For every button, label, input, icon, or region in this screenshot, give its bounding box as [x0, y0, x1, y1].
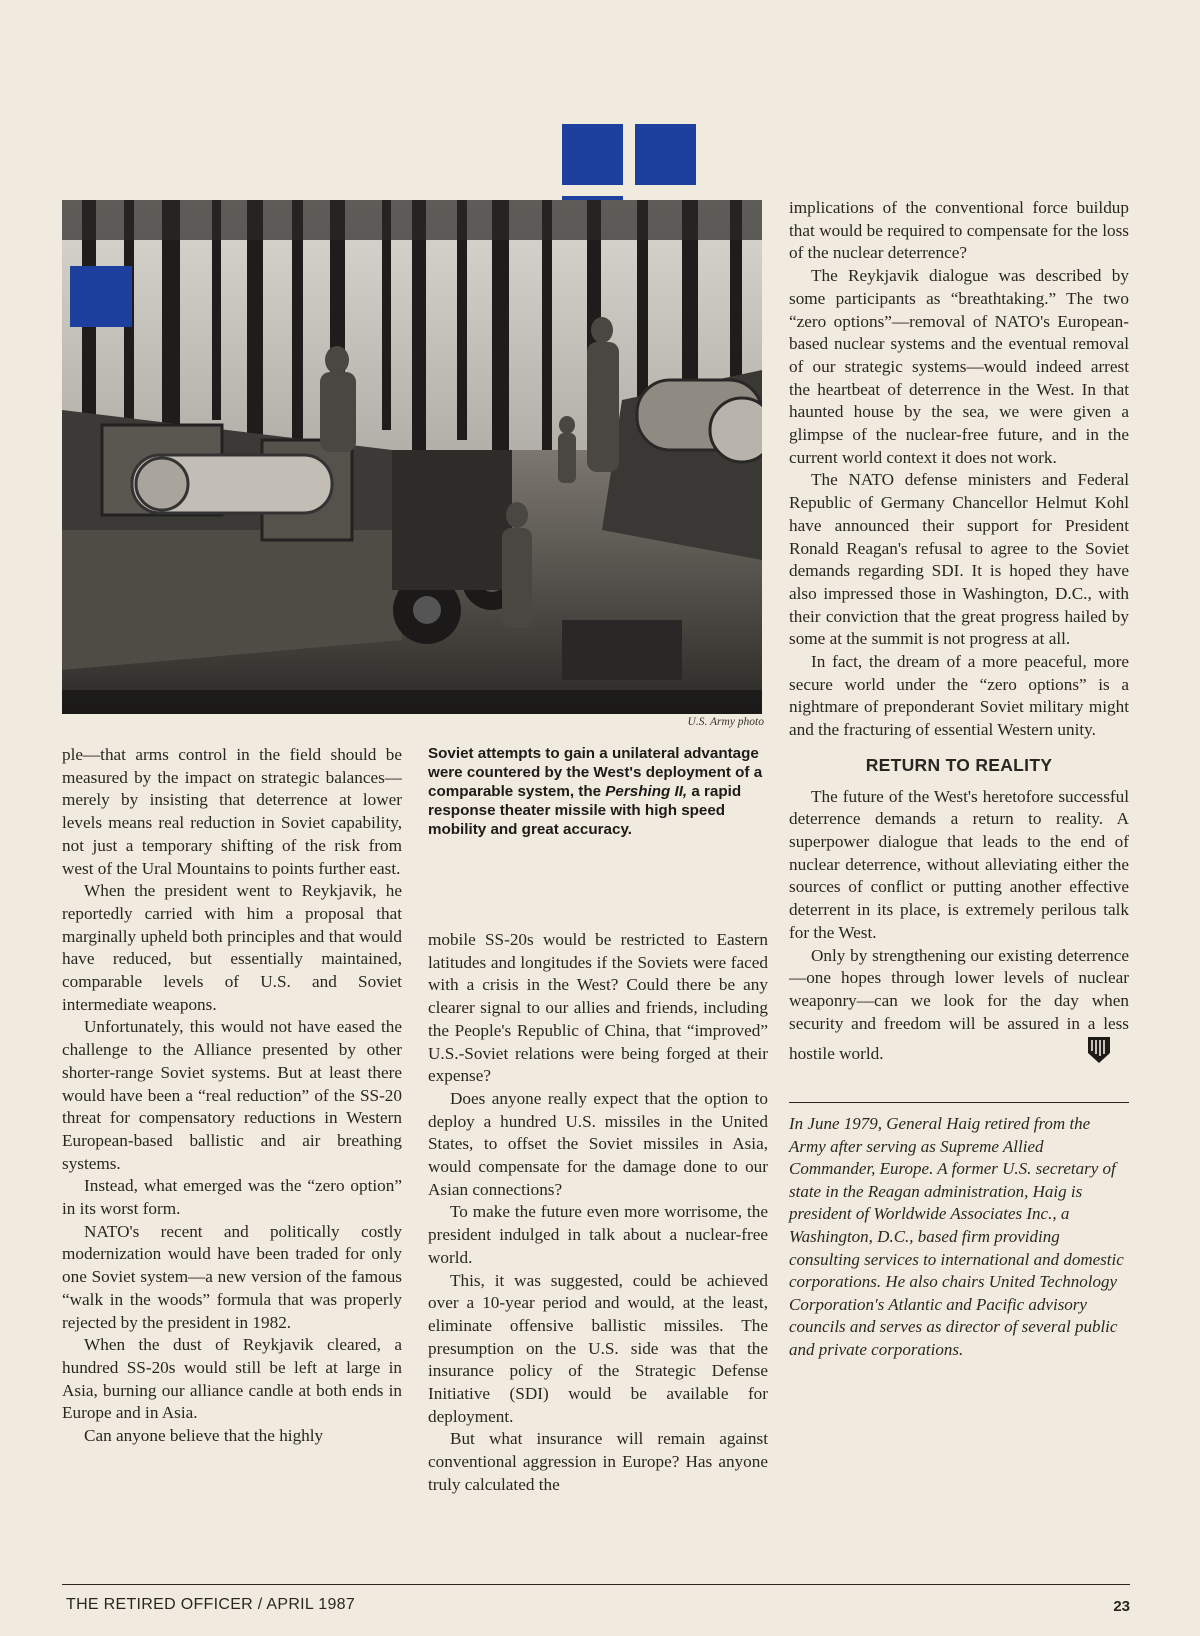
article-column-2: [428, 929, 768, 1497]
article-column-3: [789, 197, 1129, 1362]
paragraph: Does anyone really expect that the option to deploy a hundred U.S. missiles in the United States, to offset the Soviet missiles in Asia, would compensate for the damage done to our Asian connections?: [428, 1088, 768, 1199]
page-number: 23: [1113, 1598, 1130, 1615]
paragraph: Unfortunately, this would not have eased the challenge to the Alliance presented by other shorter-range Soviet systems. But at least there would have been a “real reduction” of the SS-20 threat for compensatory reductions in Western European-based ballistic and air breathing systems.: [62, 1017, 402, 1173]
paragraph: ple—that arms control in the field should be measured by the impact on strategic balances—merely by insisting that deterrence at lower levels means real reduction in Soviet capability, not just a temporary shifting of the risk from west of the Ural Mountains to points further east.: [62, 745, 402, 878]
accent-square-on-photo: [70, 266, 132, 327]
paragraph: Instead, what emerged was the “zero option” in its worst form.: [62, 1176, 402, 1219]
photo-credit: U.S. Army photo: [687, 716, 764, 728]
photo-caption: [428, 744, 768, 839]
paragraph-text: Only by strengthening our existing deterrence—one hopes through lower levels of nuclear weaponry—can we look for the day when security and freedom will be assured in a less hostile world.: [789, 945, 1129, 1064]
caption-text-2: a rapid response theater missile with high speed mobility and great accuracy.: [428, 783, 742, 838]
article-column-1: [62, 744, 402, 1448]
paragraph: But what insurance will remain against conventional aggression in Europe? Has anyone truly calculated the: [428, 1429, 768, 1494]
paragraph: This, it was suggested, could be achieved over a 10-year period and would, at the least, eliminate offensive ballistic missiles. The presumption on the U.S. side was that the insurance policy of the Strategic Defense Initiative (SDI) would be available for deployment.: [428, 1270, 768, 1426]
author-bio: In June 1979, General Haig retired from the Army after serving as Supreme Allied Commander, Europe. A former U.S. secretary of state in the Reagan administration, Haig is president of Worldwide Associates Inc., a Washington, D.C., based firm providing consulting services to international and domestic corporations. He also chairs United Technology Corporation's Atlantic and Pacific advisory councils and serves as director of several public and private corporations.: [789, 1114, 1124, 1359]
paragraph: implications of the conventional force buildup that would be required to compensate for the loss of the nuclear deterrence?: [789, 198, 1129, 263]
end-mark-icon: [1064, 1035, 1112, 1072]
forest-truck-scene: [62, 200, 762, 714]
paragraph: [789, 945, 1129, 1073]
bio-divider: [789, 1102, 1129, 1103]
accent-square-top-right: [635, 124, 696, 185]
paragraph: When the president went to Reykjavik, he reportedly carried with him a proposal that marginally upheld both principles and that would have reduced, but essentially maintained, comparable levels of U.S. and Soviet intermediate weapons.: [62, 881, 402, 1014]
caption-text-1: Soviet attempts to gain a unilateral advantage were countered by the West's deployment of a comparable system, the: [428, 745, 763, 800]
paragraph: mobile SS-20s would be restricted to Eastern latitudes and longitudes if the Soviets were faced with a crisis in the West? Could there be any clearer signal to our allies and friends, including the People's Republic of China, that “improved” U.S.-Soviet relations were being forged at their expense?: [428, 930, 768, 1086]
paragraph: NATO's recent and politically costly modernization would have been traded for only one Soviet system—a new version of the famous “walk in the woods” formula that was properly rejected by the president in 1982.: [62, 1221, 402, 1332]
caption-italic-term: Pershing II,: [605, 783, 688, 800]
paragraph: The future of the West's heretofore successful deterrence demands a return to reality. A superpower dialogue that leads to the end of nuclear deterrence, without alleviating either the sources of conflict or putting another effective deterrent in its place, is extremely perilous talk for the West.: [789, 786, 1129, 942]
paragraph: The NATO defense ministers and Federal Republic of Germany Chancellor Helmut Kohl have announced their support for President Ronald Reagan's refusal to agree to the Soviet demands regarding SDI. It is hoped they have also impressed those in Washington, D.C., with their conviction that the great progress hailed by some at the summit is not progress at all.: [789, 470, 1129, 649]
publication-footer: THE RETIRED OFFICER / APRIL 1987: [66, 1596, 356, 1613]
section-subhead: RETURN TO REALITY: [865, 754, 1053, 775]
missile-photo: [62, 200, 762, 714]
paragraph: To make the future even more worrisome, the president indulged in talk about a nuclear-free world.: [428, 1202, 768, 1267]
paragraph: When the dust of Reykjavik cleared, a hundred SS-20s would still be left at large in Asia, burning our alliance candle at both ends in Europe and in Asia.: [62, 1335, 402, 1423]
footer-rule: [62, 1584, 1130, 1585]
accent-square-top-left: [562, 124, 623, 185]
paragraph: Can anyone believe that the highly: [84, 1426, 324, 1446]
paragraph: In fact, the dream of a more peaceful, more secure world under the “zero options” is a nightmare of preponderant Soviet military might and the fracturing of essential Western unity.: [789, 652, 1129, 740]
paragraph: The Reykjavik dialogue was described by some participants as “breathtaking.” The two “zero options”—removal of NATO's European-based nuclear systems and the eventual removal of our strategic systems—would indeed arrest the heartbeat of deterrence in the West. In that haunted house by the sea, we were given a glimpse of the nuclear-free future, and in the current world context it does not work.: [789, 266, 1129, 467]
